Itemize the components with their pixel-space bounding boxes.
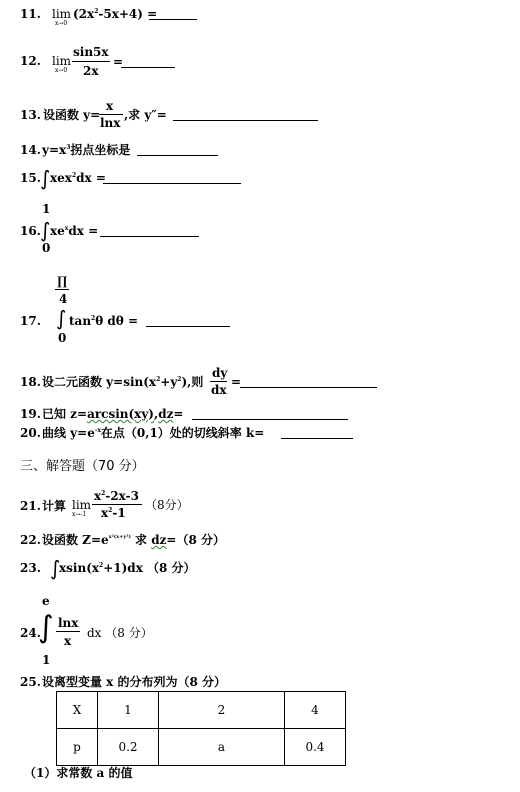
q15-number: 15. (20, 171, 41, 185)
q16-number: 16. (20, 224, 41, 238)
q21-lim: lim (72, 498, 92, 512)
q22-text: 设函数 $Z=e^{x^2(x+y^2)}$ 求 dz=（8 分） (42, 533, 225, 547)
q21-points: （8分） (145, 498, 189, 512)
q24-upper-limit: e (42, 594, 50, 608)
q24-lower-limit: 1 (42, 653, 51, 667)
table-cell: 0.2 (98, 729, 159, 766)
q21-denominator: $x^2-1$ (101, 506, 126, 520)
q24-integral-sign: ∫ (38, 610, 54, 645)
q14-answer-blank (137, 155, 218, 156)
q20-number: 20. (20, 426, 41, 440)
q18-number: 18. (20, 375, 41, 389)
q13-number: 13. (20, 108, 41, 122)
q17-answer-blank (146, 326, 230, 327)
q18-denominator: dx (211, 383, 227, 397)
q20-text: 曲线 $y=e^{-x}$在点（0,1）处的切线斜率 k= (42, 426, 265, 440)
q13-numerator: x (106, 99, 114, 113)
q14-number: 14. (20, 143, 41, 157)
q21-numerator: $x^2-2x-3$ (94, 489, 139, 503)
q24-denominator: x (64, 634, 72, 648)
q17-integral-sign: ∫ (56, 306, 67, 330)
q21-fraction-bar (92, 504, 142, 505)
q21-number: 21. (20, 499, 41, 513)
q17-upper-fraction-bar (55, 289, 69, 290)
q12-numerator: sin5x (73, 45, 109, 59)
q14-text: $y=x^3$拐点坐标是 (42, 143, 131, 157)
q12-fraction-bar (72, 61, 110, 62)
table-cell: a (159, 729, 285, 766)
q24-text: dx （8 分） (87, 626, 153, 640)
q16-lower-limit: 0 (42, 241, 51, 255)
q11-number: 11. (20, 7, 41, 21)
q21-lim-sub: x→-1 (72, 511, 87, 518)
q17-integrand: $\tan^2\theta$ dθ = (69, 314, 139, 328)
q15-integrand: xex$^2$dx = (50, 171, 106, 185)
table-cell: 1 (98, 692, 159, 729)
q17-upper-numerator: ∏ (57, 274, 68, 288)
q16-integrand: $xe^xdx$ = (50, 224, 99, 238)
q24-number: 24. (20, 626, 41, 640)
q19-number: 19. (20, 407, 41, 421)
q13-denominator: lnx (100, 116, 121, 130)
q15-answer-blank (103, 183, 241, 184)
table-cell: X (57, 692, 98, 729)
q17-upper-denominator: 4 (59, 292, 68, 306)
q23-integrand: $xsin(x^2+1)dx$ （8 分） (59, 561, 196, 575)
q25-text: 设离型变量 x 的分布列为（8 分） (42, 675, 227, 689)
distribution-table (56, 691, 346, 766)
q24-numerator: lnx (58, 616, 79, 630)
q18-answer-blank (240, 387, 377, 388)
q17-number: 17. (20, 314, 41, 328)
q13-text2: ,求 y″= (124, 108, 167, 122)
table-cell: 2 (159, 692, 285, 729)
q12-eq: = (113, 55, 124, 69)
q21-text1: 计算 (42, 499, 67, 513)
section-heading: 三、解答题（70 分） (20, 459, 145, 474)
table-row (57, 692, 346, 729)
q11-lim-sub: x→0 (55, 20, 68, 27)
sub-question-1: （1）求常数 a 的值 (24, 766, 133, 780)
q23-integral-sign: ∫ (50, 556, 61, 580)
q16-upper-limit: 1 (42, 202, 51, 216)
q23-number: 23. (20, 561, 41, 575)
q18-fraction-bar (210, 381, 227, 382)
q13-answer-blank (173, 120, 318, 121)
q18-numerator: dy (212, 366, 228, 380)
table-cell: 4 (285, 692, 346, 729)
q11-expr: $(2x^2-5x+4)$ = (73, 7, 158, 21)
q16-answer-blank (100, 236, 199, 237)
q11-answer-blank (149, 19, 197, 20)
q18-eq: = (231, 375, 242, 389)
q24-fraction-bar (56, 631, 80, 632)
q20-answer-blank (281, 438, 353, 439)
q12-lim-sub: x→0 (55, 67, 68, 74)
q12-number: 12. (20, 54, 41, 68)
q13-fraction-bar (99, 114, 123, 115)
q17-lower-limit: 0 (58, 331, 67, 345)
q13-text1: 设函数 y= (43, 108, 101, 122)
q19-answer-blank (192, 419, 348, 420)
table-row (57, 729, 346, 766)
table-cell: p (57, 729, 98, 766)
q12-answer-blank (121, 67, 175, 68)
q11-lim: lim (52, 7, 72, 21)
q19-text: 已知 z=arcsin(xy),dz= (42, 407, 184, 421)
q12-lim: lim (52, 54, 72, 68)
q12-denominator: 2x (83, 64, 99, 78)
q22-number: 22. (20, 533, 41, 547)
q18-text: 设二元函数 $y=\sin(x^2+y^2)$,则 (42, 375, 204, 389)
q16-integral-sign: ∫ (40, 218, 51, 242)
table-cell: 0.4 (285, 729, 346, 766)
q25-number: 25. (20, 675, 41, 689)
q15-integral-sign: ∫ (40, 166, 51, 190)
